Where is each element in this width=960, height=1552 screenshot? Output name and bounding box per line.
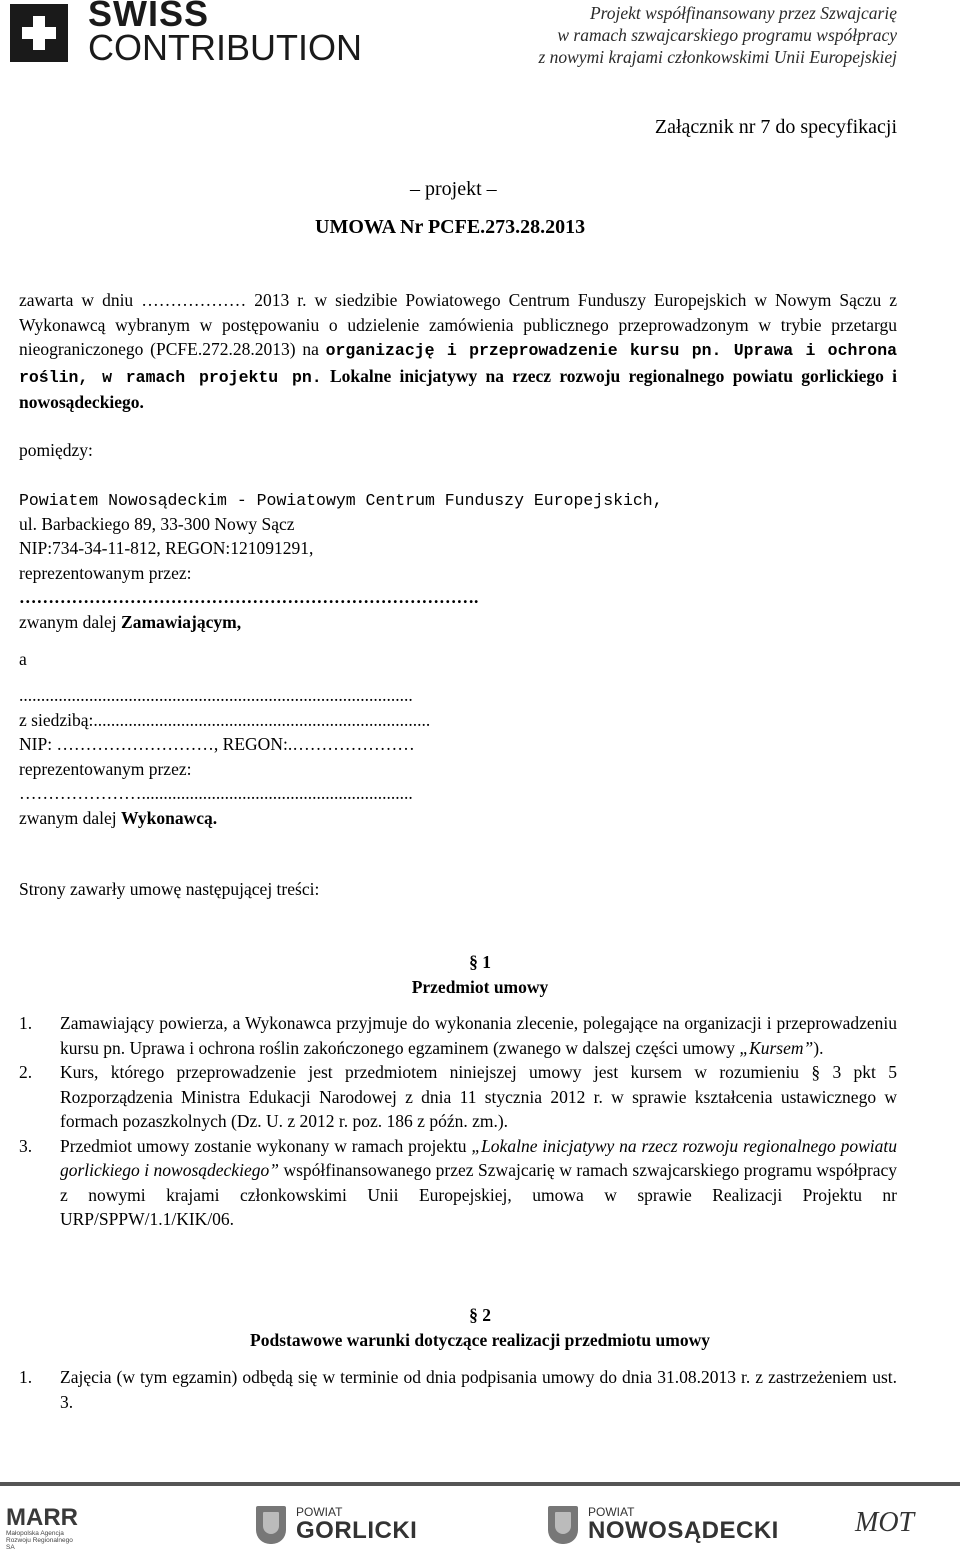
section1-title: Przedmiot umowy (411, 977, 549, 997)
swiss-cross-icon (10, 4, 68, 62)
contractor-ids-blank: NIP: ………………………, REGON:.………………… (19, 734, 415, 754)
between-label: pomiędzy: (19, 440, 93, 460)
mot-logo: MOT (855, 1507, 915, 1538)
logo-text-line2: CONTRIBUTION (88, 27, 362, 68)
marr-logo: MARR Małopolska Agencja Rozwoju Regionalnego SA (6, 1504, 78, 1551)
list-item: 3. Przedmiot umowy zostanie wykonany w ramach projektu „Lokalne inicjatywy na rzecz rozwoju regionalnego powiatu gorlickiego i nowosądeckiego” współfinansowanego przez Szwajcarię w ramach szwajcarskiego programu współpracy z nowymi krajami członkowskimi Unii Europejskiej, umowa w sprawie Realizacji Projektu nr URP/SPPW/1.1/KIK/06. (19, 1135, 898, 1229)
coat-of-arms-icon (256, 1506, 286, 1544)
swiss-contribution-logo (10, 0, 362, 72)
contractor-called: zwanym dalej Wykonawcą. (19, 808, 218, 828)
document-title: UMOWA Nr PCFE.273.28.2013 (315, 216, 586, 238)
contractor-seat-blank: z siedzibą:............................................................................. (19, 710, 431, 730)
section2-number: § 2 (469, 1305, 491, 1325)
list-item: 1. Zamawiający powierza, a Wykonawca przyjmuje do wykonania zlecenie, polegające na organizacji i przeprowadzeniu kursu pn. Uprawa i ochrona roślin zakończonego egzaminem (zwanego w dalszej części umowy „Kursem”). (19, 1013, 897, 1058)
project-name: Lokalne inicjatywy na rzecz rozwoju regionalnego powiatu gorlickiego i nowosądeckiego. (19, 365, 897, 412)
contractor-name-blank: .......................................................................................... (19, 685, 413, 705)
ordering-party-called: zwanym dalej Zamawiającym, (19, 612, 242, 632)
ordering-representative-blank: ……………………………………………………………………. (19, 587, 479, 607)
contractor-represented-by: reprezentowanym przez: (19, 759, 192, 779)
attachment-label: Załącznik nr 7 do specyfikacji (654, 116, 897, 138)
logo-text-line1: SWISS (88, 0, 210, 34)
ordering-party-name: Powiatem Nowosądeckim - Powiatowym Centrum Funduszy Europejskich, (19, 491, 663, 510)
course-name: organizację i przeprowadzenie kursu pn. Uprawa i ochrona roślin, w ramach projektu pn. (19, 341, 897, 387)
draft-label: – projekt – (410, 178, 497, 200)
section1-number: § 1 (469, 952, 491, 972)
and-label: a (19, 649, 27, 669)
list-item: 1. Zajęcia (w tym egzamin) odbędą się w terminie od dnia podpisania umowy do dnia 31.08.2013 r. z zastrzeżeniem ust. 3. (19, 1367, 897, 1412)
section2-title: Podstawowe warunki dotyczące realizacji przedmiotu umowy (250, 1330, 710, 1350)
section2-list (19, 1365, 897, 1414)
section1-list (19, 1011, 897, 1232)
list-item: 2. Kurs, którego przeprowadzenie jest przedmiotem niniejszej umowy jest kursem w rozumieniu § 3 pkt 5 Rozporządzenia Ministra Edukacji Narodowej z dnia 11 stycznia 2012 r. w sprawie kształcenia ustawicznego w formach pozaszkolnych (Dz. U. z 2012 r. poz. 186 z późn. zm.). (19, 1062, 897, 1131)
cofinancing-note: Projekt współfinansowany przez Szwajcarię w ramach szwajcarskiego programu współpracy z nowymi krajami członkowskimi Unii Europejskiej (538, 3, 897, 67)
coat-of-arms-icon (548, 1506, 578, 1544)
agreement-intro: Strony zawarły umowę następującej treści: (19, 879, 320, 899)
ordering-party-ids: NIP:734-34-11-812, REGON:121091291, (19, 538, 314, 558)
footer-divider (0, 1482, 960, 1486)
intro-paragraph: zawarta w dniu ……………… 2013 r. w siedzibie Powiatowego Centrum Funduszy Europejskich w Nowym Sączu z Wykonawcą wybranym w postępowaniu o udzielenie zamówienia publicznego przeprowadzonym w trybie przetargu nieograniczonego (PCFE.272.28.2013) na organizację i przeprowadzenie kursu pn. Uprawa i ochrona roślin, w ramach projektu pn. Lokalne inicjatywy na rzecz rozwoju regionalnego powiatu gorlickiego i nowosądeckiego. (19, 290, 897, 412)
ordering-party-address: ul. Barbackiego 89, 33-300 Nowy Sącz (19, 514, 295, 534)
ordering-represented-by: reprezentowanym przez: (19, 563, 192, 583)
contractor-representative-blank: ………………….............................................................. (19, 783, 413, 803)
